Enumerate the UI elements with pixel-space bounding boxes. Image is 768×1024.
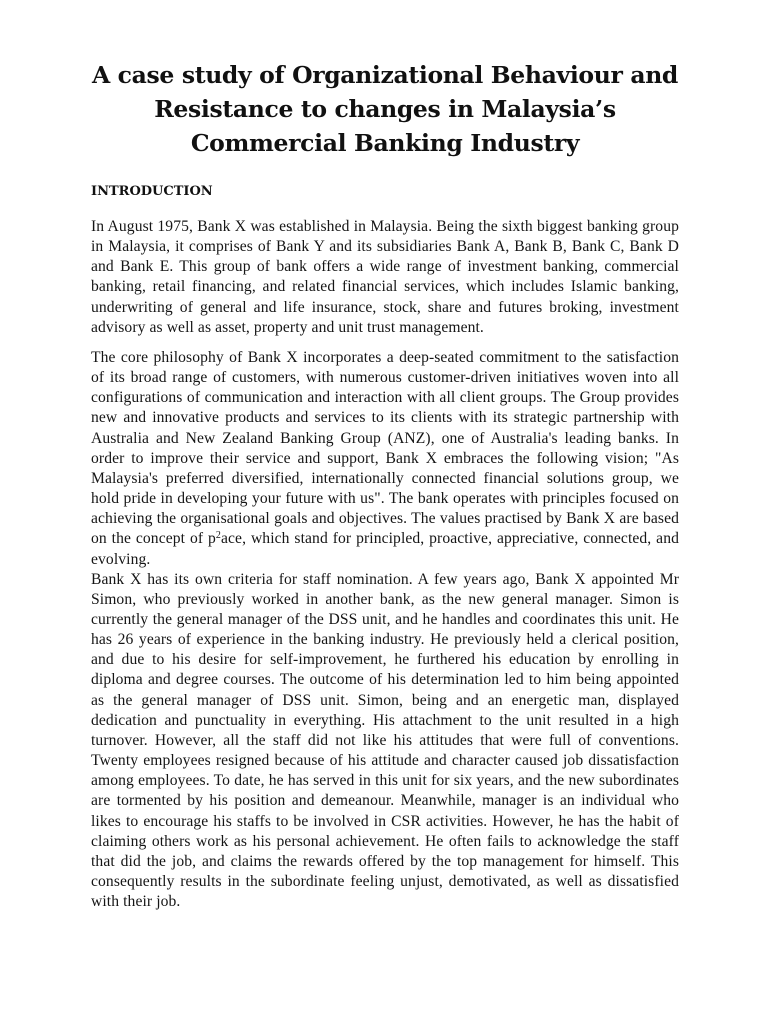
document-title: A case study of Organizational Behaviour and Resistance to changes in Malaysia’s Commercial Banking Industry [91,61,679,157]
document-page [91,58,679,912]
paragraph-1: In August 1975, Bank X was established in Malaysia. Being the sixth biggest banking group in Malaysia, it comprises of Bank Y and its subsidiaries Bank A, Bank B, Bank C, Bank D and Bank E. This group of bank offers a wide range of investment banking, commercial banking, retail financing, and related financial services, which includes Islamic banking, underwriting of general and life insurance, stock, share and futures broking, investment advisory as well as asset, property and unit trust management. [91,218,679,336]
paragraph-2-text-end: ace, which stand for principled, proactive, appreciative, connected, and evolving. [91,530,679,568]
paragraph-2-text-start: The core philosophy of Bank X incorporates a deep-seated commitment to the satisfaction of its broad range of customers, with numerous customer-driven initiatives woven into all configurations of communication and interaction with all client groups. The Group provides new and innovative products and services to its clients with its strategic partnership with Australia and New Zealand Banking Group (ANZ), one of Australia's leading banks. In order to improve their service and support, Bank X embraces the following vision; "As Malaysia's preferred diversified, internationally connected financial solutions group, we hold pride in developing your future with us". The bank operates with principles focused on achieving the organisational goals and objectives. The values practised by Bank X are based on the concept of p [91,348,679,548]
paragraph-3: Bank X has its own criteria for staff nomination. A few years ago, Bank X appointed Mr Simon, who previously worked in another bank, as the new general manager. Simon is currently the general manager of the DSS unit, and he handles and coordinates this unit. He has 26 years of experience in the banking industry. He previously held a clerical position, and due to his desire for self-improvement, he furthered his education by enrolling in diploma and degree courses. The outcome of his determination led to him being appointed as the general manager of DSS unit. Simon, being and an energetic man, displayed dedication and punctuality in everything. His attachment to the unit resulted in a high turnover. However, all the staff did not like his attitudes that were full of conventions. Twenty employees resigned because of his attitude and character caused job dissatisfaction among employees. To date, he has served in this unit for six years, and the new subordinates are tormented by his position and demeanour. Meanwhile, manager is an individual who likes to encourage his staffs to be involved in CSR activities. However, he has the habit of claiming others work as his personal achievement. He often fails to acknowledge the staff that did the job, and claims the rewards offered by the top management for himself. This consequently results in the subordinate feeling unjust, demotivated, as well as dissatisfied with their job. [91,570,679,911]
paragraph-2 [91,348,679,570]
superscript-2: 2 [215,530,222,542]
section-heading: INTRODUCTION [91,184,213,199]
